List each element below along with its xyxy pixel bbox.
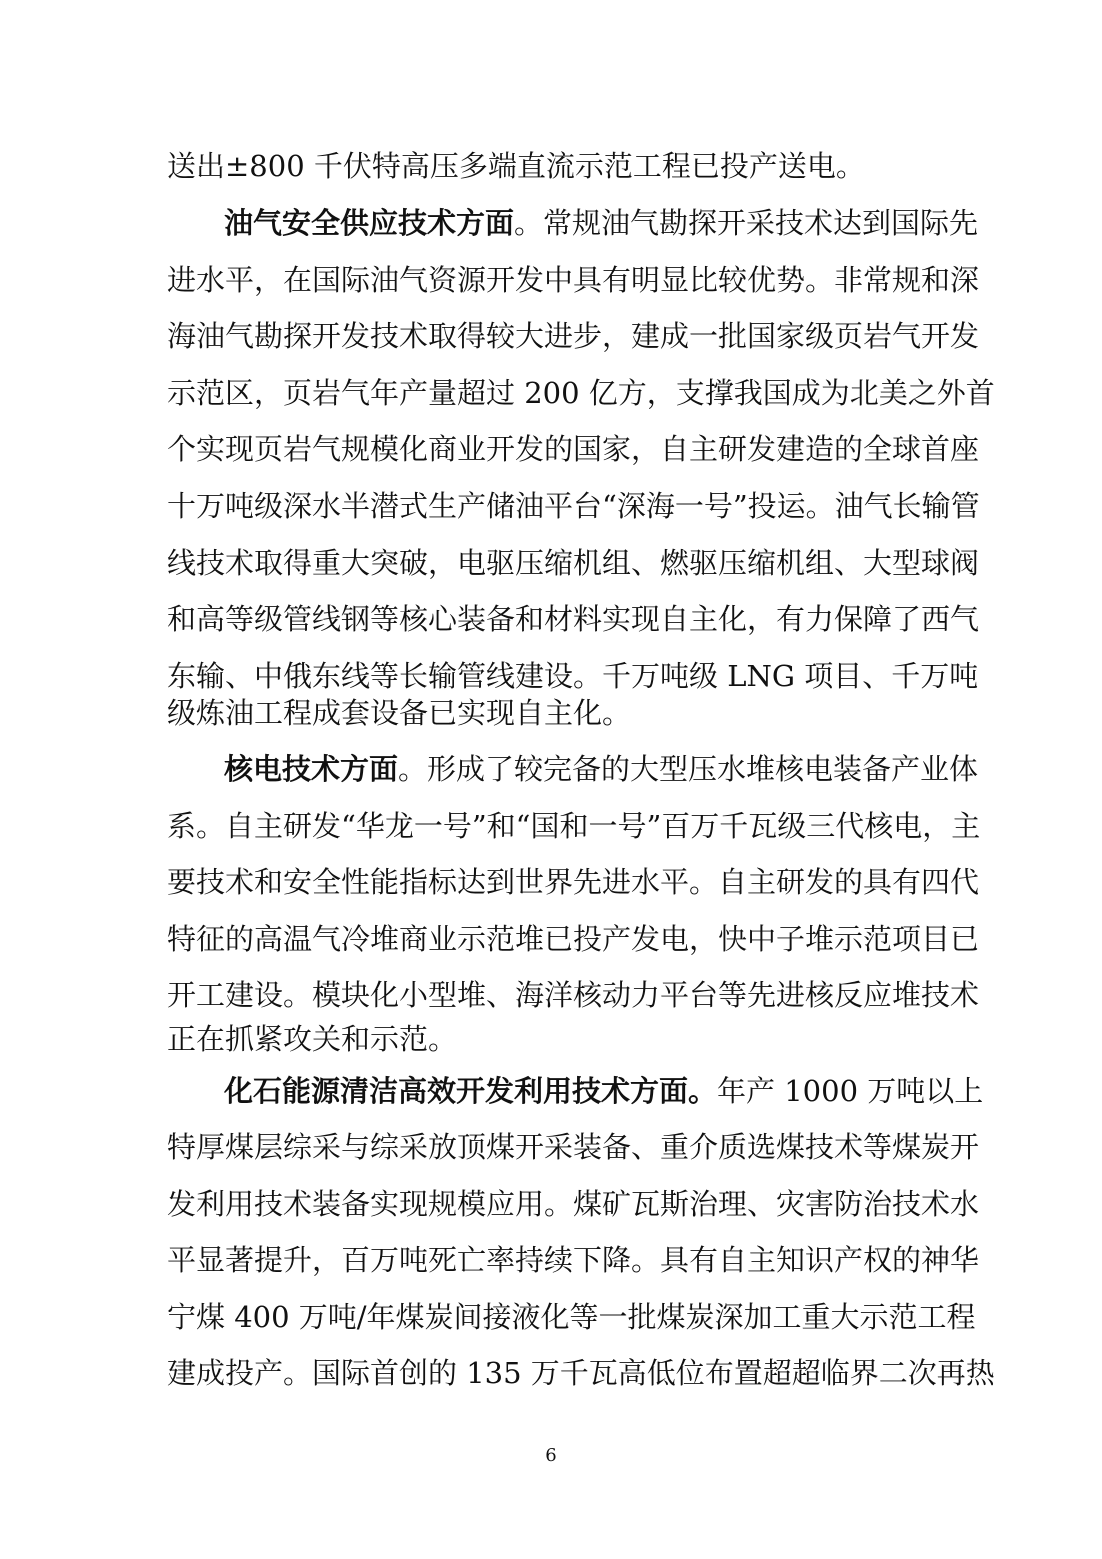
text-line: 系。自主研发“华龙一号”和“国和一号”百万千瓦级三代核电，主 <box>167 809 981 843</box>
text-line: 特征的高温气冷堆商业示范堆已投产发电，快中子堆示范项目已 <box>167 922 980 956</box>
text-line: 海油气勘探开发技术取得较大进步，建成一批国家级页岩气开发 <box>167 319 980 353</box>
text-line: 宁煤 400 万吨/年煤炭间接液化等一批煤炭深加工重大示范工程 <box>167 1300 976 1334</box>
section-heading: 油气安全供应技术方面 <box>224 206 515 240</box>
text-line: 建成投产。国际首创的 135 万千瓦高低位布置超超临界二次再热 <box>167 1356 995 1390</box>
text-line: 开工建设。模块化小型堆、海洋核动力平台等先进核反应堆技术 <box>167 978 980 1012</box>
text-line: 特厚煤层综采与综采放顶煤开采装备、重介质选煤技术等煤炭开 <box>167 1130 980 1164</box>
text-line: 正在抓紧攻关和示范。 <box>167 1022 458 1056</box>
text-line: 十万吨级深水半潜式生产储油平台“深海一号”投运。油气长输管 <box>167 489 980 523</box>
text-line: 线技术取得重大突破，电驱压缩机组、燃驱压缩机组、大型球阀 <box>167 546 980 580</box>
text-line: 东输、中俄东线等长输管线建设。千万吨级 LNG 项目、千万吨 <box>167 659 979 693</box>
paragraph-heading-line: 油气安全供应技术方面。常规油气勘探开采技术达到国际先 <box>224 206 979 240</box>
section-heading: 化石能源清洁高效开发利用技术方面。 <box>224 1074 718 1108</box>
text-line: 级炼油工程成套设备已实现自主化。 <box>167 696 632 730</box>
paragraph-heading-line: 核电技术方面。形成了较完备的大型压水堆核电装备产业体 <box>224 752 979 786</box>
text-line: 示范区，页岩气年产量超过 200 亿方，支撑我国成为北美之外首 <box>167 376 995 410</box>
text-line: 发利用技术装备实现规模应用。煤矿瓦斯治理、灾害防治技术水 <box>167 1187 980 1221</box>
section-heading: 核电技术方面 <box>224 752 399 786</box>
page-number: 6 <box>545 1445 557 1466</box>
paragraph-heading-line: 化石能源清洁高效开发利用技术方面。年产 1000 万吨以上 <box>224 1074 984 1108</box>
text-line: 要技术和安全性能指标达到世界先进水平。自主研发的具有四代 <box>167 865 980 899</box>
text-line: 送出±800 千伏特高压多端直流示范工程已投产送电。 <box>167 149 865 183</box>
text-line: 和高等级管线钢等核心装备和材料实现自主化，有力保障了西气 <box>167 602 980 636</box>
text-line: 平显著提升，百万吨死亡率持续下降。具有自主知识产权的神华 <box>167 1243 980 1277</box>
text-line: 个实现页岩气规模化商业开发的国家，自主研发建造的全球首座 <box>167 432 980 466</box>
text-line: 进水平，在国际油气资源开发中具有明显比较优势。非常规和深 <box>167 263 980 297</box>
